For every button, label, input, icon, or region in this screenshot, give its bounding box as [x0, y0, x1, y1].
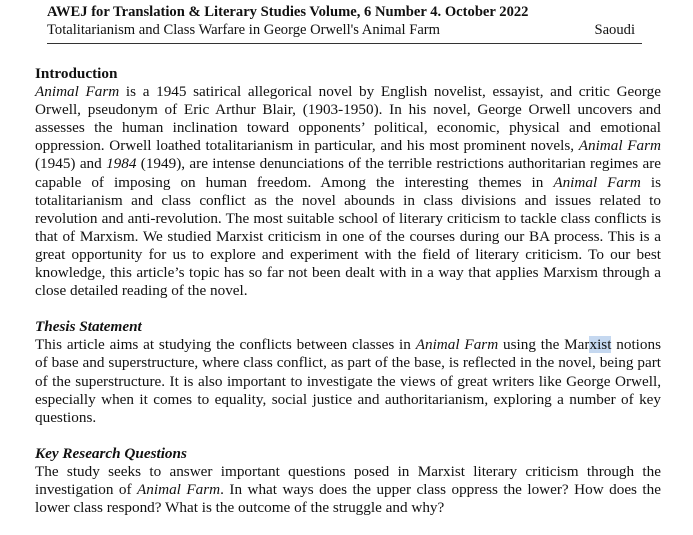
- text-run: using the Mar: [498, 336, 590, 354]
- header-divider: [47, 43, 642, 44]
- thesis-section: [35, 318, 661, 427]
- introduction-section: [35, 65, 661, 300]
- text-selection-highlight: xist: [589, 336, 612, 354]
- text-run: is totalitarianism and class conflict as the novel abounds in class divisions and issues related to revolution and anti-revolution. The most suitable school of literary criticism to tackle class conflicts is that of Marxism. We studied Marxist criticism in one of the courses during our BA process. This is a great opportunity for us to explore and experiment with the field of literary criticism. To our best knowledge, this article’s topic has so far not been dealt with in a way that applies Marxism through a close detailed reading of the novel.: [35, 173, 662, 300]
- text-run: The study seeks to answer important questions posed in Marxist literary criticism through the investigation of: [35, 462, 661, 498]
- research-questions-section: [35, 445, 661, 517]
- text-run: (1949), are intense denunciations of the terrible restrictions authoritarian regimes are capable of imposing on human freedom. Among the interesting themes in: [35, 155, 661, 191]
- header-title-row: [47, 21, 635, 39]
- article-body: [35, 65, 661, 535]
- italic-title: Animal Farm: [137, 480, 221, 498]
- italic-title: Animal Farm: [415, 336, 499, 354]
- introduction-heading: Introduction: [35, 65, 118, 82]
- italic-title: Animal Farm: [578, 137, 661, 155]
- author-name: Saoudi: [594, 22, 635, 38]
- text-run: notions of base and superstructure, where class conflict, as part of the base, is reflected in the novel, being part of the superstructure. It is also important to investigate the views of great writers like George Orwell, especially when it comes to equality, social justice and authoritarianism, exploring a number of key questions.: [35, 336, 661, 426]
- research-questions-heading: Key Research Questions: [35, 444, 187, 462]
- running-header: [47, 3, 635, 39]
- text-run: (1945) and: [35, 155, 107, 173]
- italic-title: Animal Farm: [553, 173, 641, 191]
- thesis-heading: Thesis Statement: [35, 318, 142, 336]
- text-run: This article aims at studying the conflicts between classes in: [35, 336, 416, 354]
- journal-citation: AWEJ for Translation & Literary Studies Volume, 6 Number 4. October 2022: [47, 4, 529, 20]
- article-title: Totalitarianism and Class Warfare in George Orwell's Animal Farm: [47, 22, 441, 38]
- introduction-paragraph[interactable]: [35, 83, 661, 300]
- text-run: . In what ways does the upper class oppress the lower? How does the lower class respond? What is the outcome of the struggle and why?: [35, 480, 661, 517]
- thesis-paragraph[interactable]: [35, 336, 661, 426]
- text-run: is a 1945 satirical allegorical novel by English novelist, essayist, and critic George Orwell, pseudonym of Eric Arthur Blair, (1903-1950). In his novel, George Orwell uncovers and assesses the human inclination toward opponents’ political, economic, physical and emotional oppression. Orwell loathed totalitarianism in particular, and his most prominent novels,: [35, 83, 662, 155]
- italic-title: Animal Farm: [35, 83, 120, 101]
- italic-title: 1984: [106, 155, 137, 173]
- research-questions-paragraph[interactable]: [35, 463, 661, 517]
